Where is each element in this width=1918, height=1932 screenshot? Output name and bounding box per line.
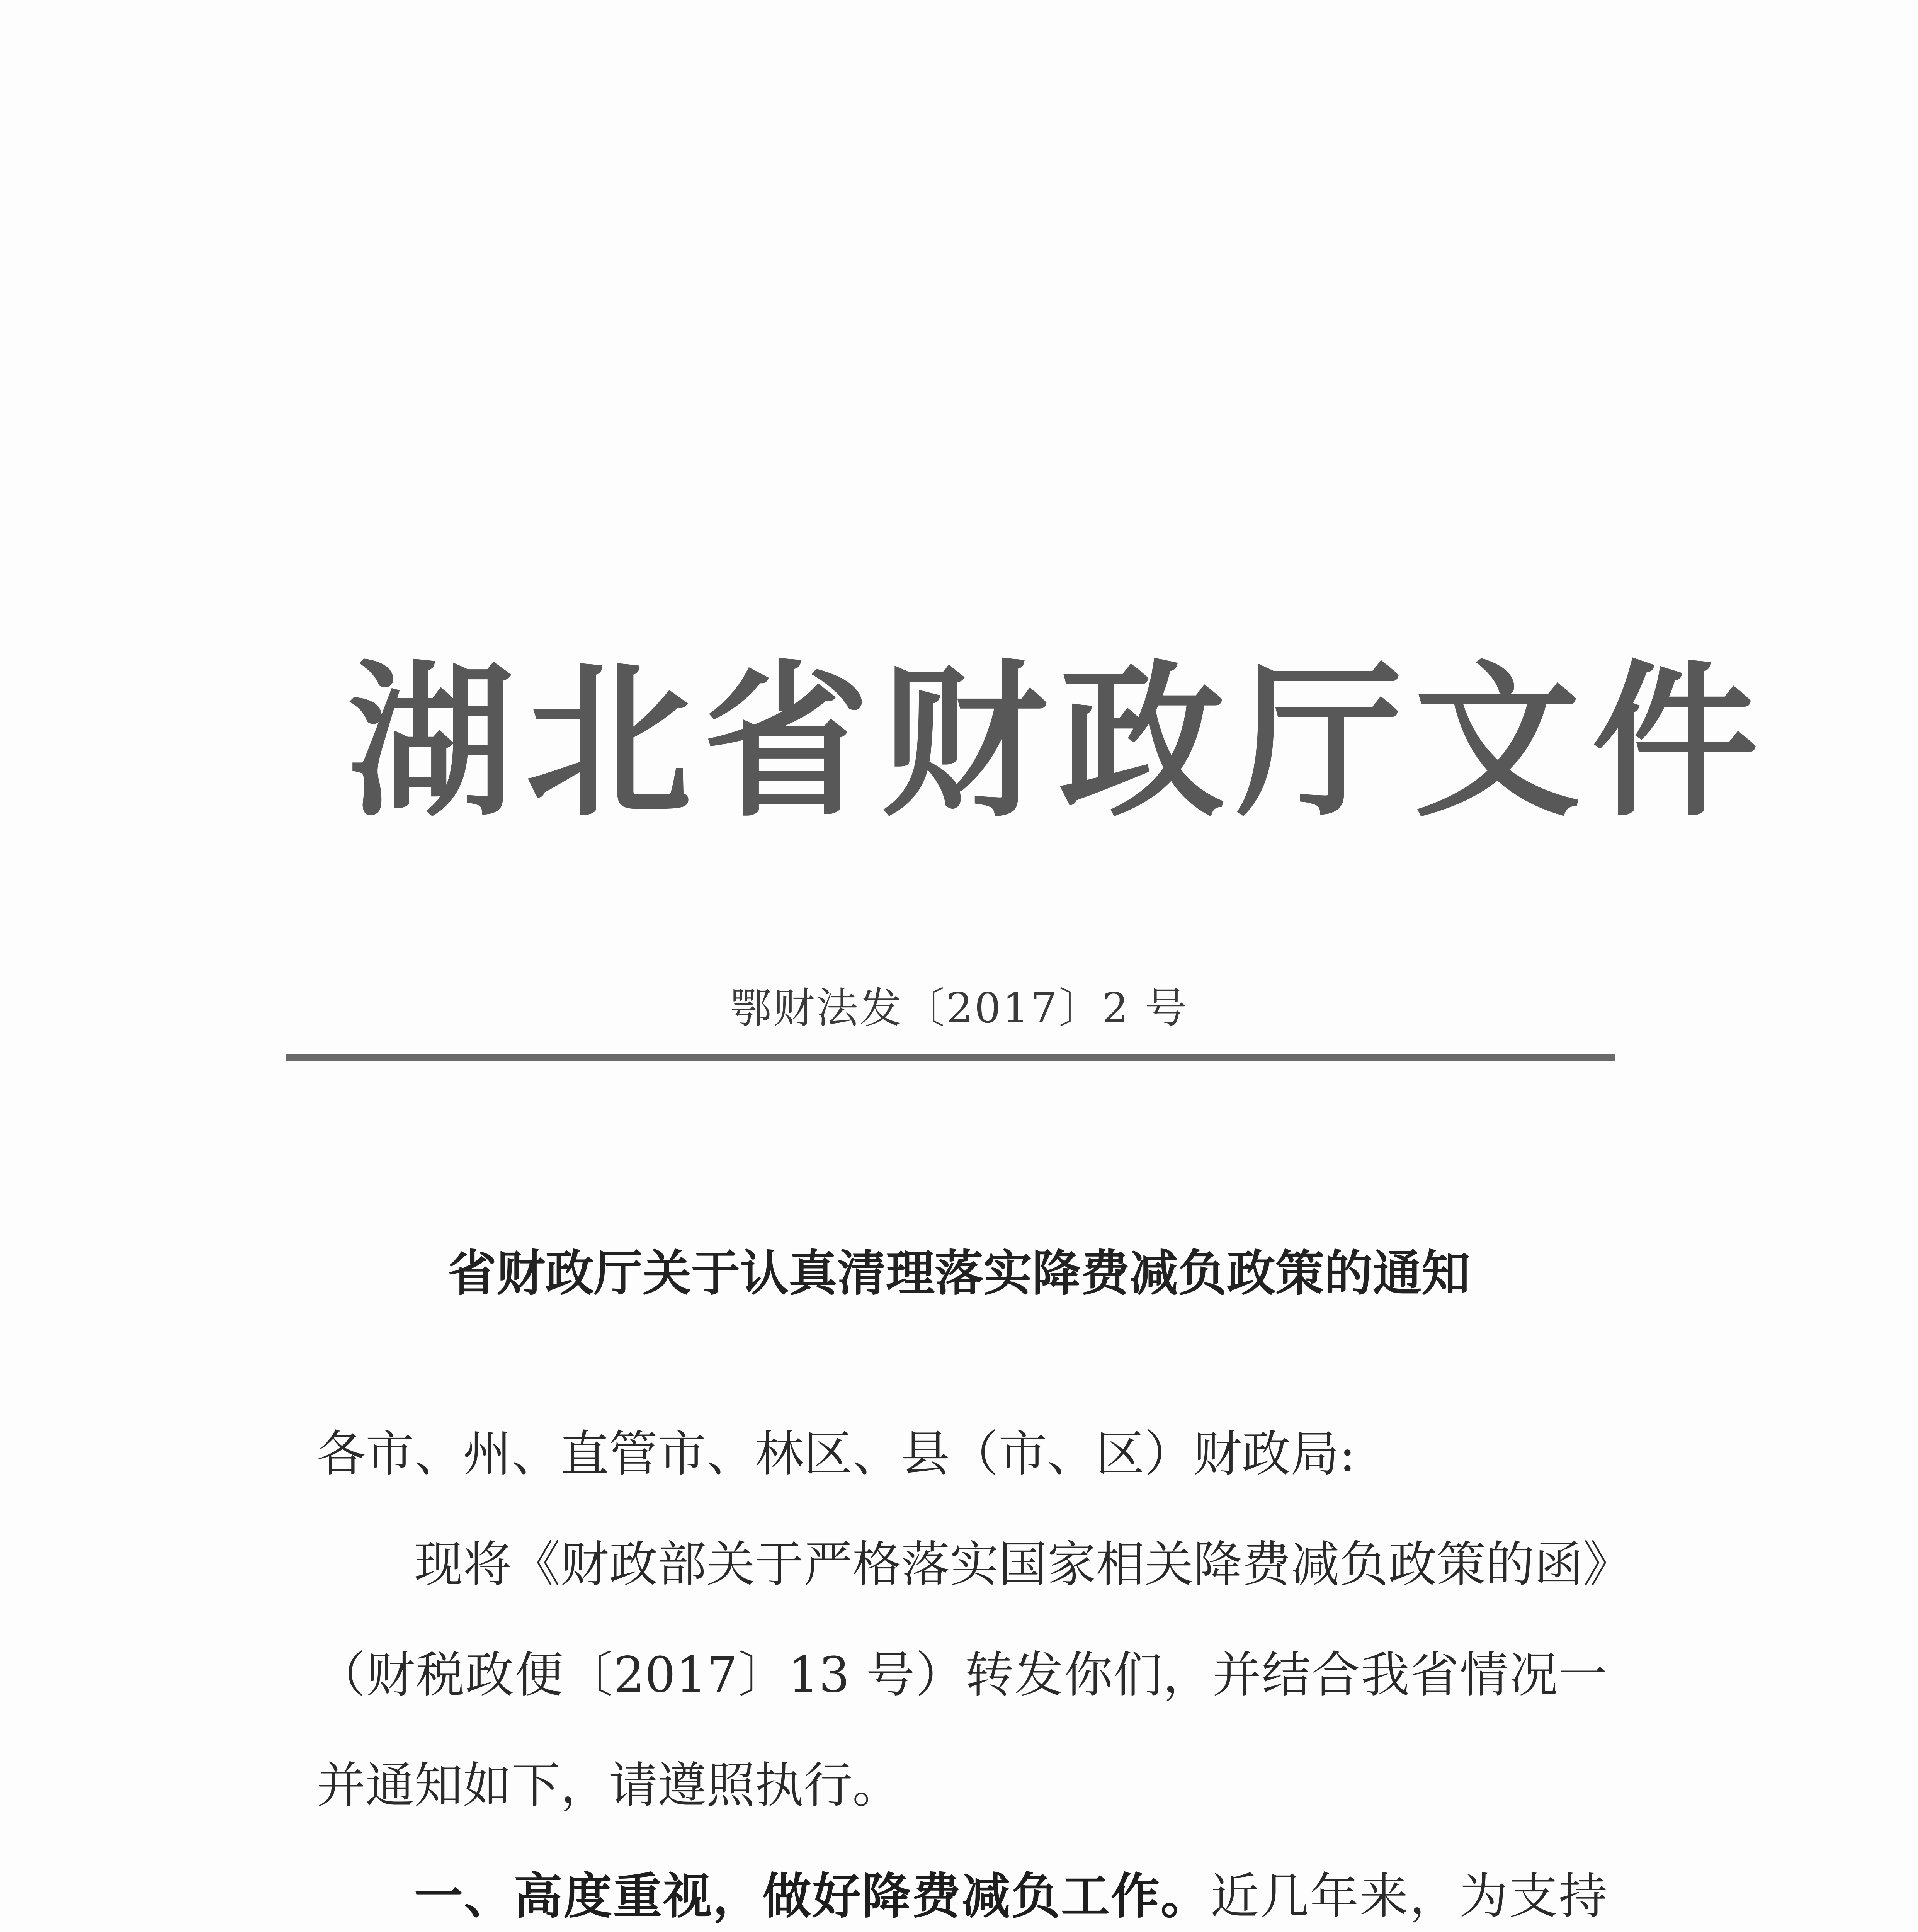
document-header-title: 湖北省财政厅文件 (348, 644, 1770, 839)
section-1-paragraph (317, 1841, 1607, 1932)
intro-paragraph: 现将《财政部关于严格落实国家相关降费减负政策的函》（财税政便〔2017〕13 号）转发你们，并结合我省情况一并通知如下，请遵照执行。 (317, 1536, 1607, 1814)
notice-body (317, 1399, 1607, 1932)
document-number: 鄂财法发〔2017〕2 号 (730, 984, 1188, 1032)
salutation: 各市、州、直管市、林区、县（市、区）财政局: (317, 1425, 1356, 1482)
header-divider-line (286, 1054, 1615, 1061)
section-1-text: 近几年来，为支持 (1210, 1868, 1608, 1925)
section-1-heading: 一、高度重视，做好降费减负工作。 (414, 1867, 1211, 1925)
notice-title: 省财政厅关于认真清理落实降费减负政策的通知 (448, 1245, 1470, 1302)
